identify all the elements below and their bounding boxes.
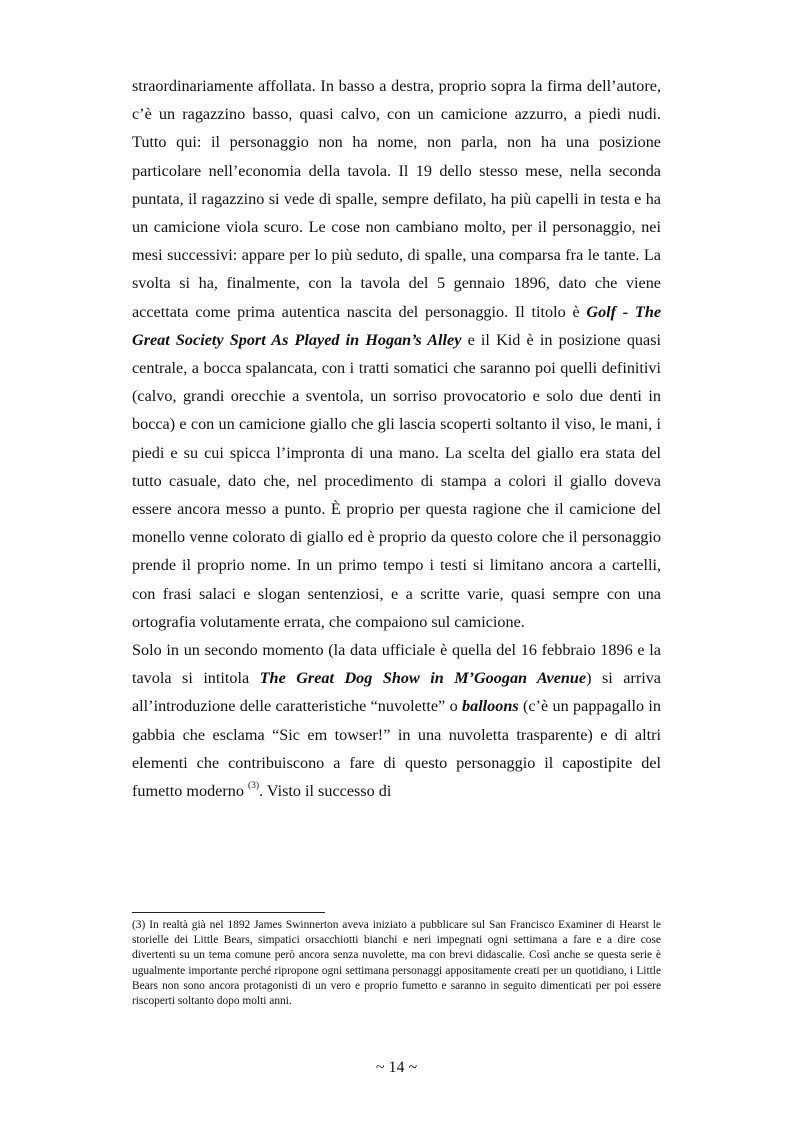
footnote-text: (3) In realtà già nel 1892 James Swinnerton aveva iniziato a pubblicare sul San Francisco Examiner di Hearst le storielle dei Little Bears, simpatici orsacchiotti bianchi e neri impegnati ogni settimana a fare e a dire cose divertenti su un tema comune però ancora senza nuvolette, ma con brevi didascalie. Così anche se questa serie è ugualmente importante perché ripropone ogni settimana personaggi appositamente creati per un quotidiano, i Little Bears non sono ancora protagonisti di un vero e proprio fumetto e saranno in seguito dimenticati per poi essere riscoperti soltanto dopo molti anni. [132,919,661,1008]
footnote-separator [132,912,325,913]
term-balloons: balloons [462,697,519,716]
text-run: (c’è un pappagallo in gabbia che esclama “Sic em towser!” in una nuvoletta trasparente) e di altri elementi che contribuiscono a fare di questo personaggio il capostipite del fumetto moderno [132,697,661,801]
comic-title-golf: Golf - The Great Society Sport As Played in Hogan’s Alley [132,302,662,349]
footnote [132,918,661,1009]
text-run: . Visto il successo di [259,782,392,801]
text-run: ) si arriva all’introduzione delle caratteristiche “nuvolette” o [132,669,661,716]
text-run: straordinariamente affollata. In basso a destra, proprio sopra la firma dell’autore, c’è un ragazzino basso, quasi calvo, con un camicione azzurro, a piedi nudi. Tutto qui: il personaggio non ha nome, non parla, non ha una posizione particolare nell’economia della tavola. Il 19 dello stesso mese, nella seconda puntata, il ragazzino si vede di spalle, sempre defilato, ha più capelli in testa e ha un camicione viola scuro. Le cose non cambiano molto, per il personaggio, nei mesi successivi: appare per lo più seduto, di spalle, una comparsa fra le tante. La svolta si ha, finalmente, con la tavola del 5 gennaio 1896, dato che viene accettata come prima autentica nascita del personaggio. Il titolo è [132,77,661,321]
paragraph-2 [132,636,661,805]
text-run: Solo in un secondo momento (la data ufficiale è quella del 16 febbraio 1896 e la tavola si intitola [132,641,661,688]
body-text [132,72,661,805]
comic-title-dog-show: The Great Dog Show in M’Googan Avenue [259,669,587,688]
page-number: ~ 14 ~ [375,1059,418,1076]
text-run: e il Kid è in posizione quasi centrale, a bocca spalancata, con i tratti somatici che saranno poi quelli definitivi (calvo, grandi orecchie a sventola, un sorriso provocatorio e solo due denti in bocca) e con un camicione giallo che gli lascia scoperti soltanto il viso, le mani, i piedi e su cui spicca l’impronta di una mano. La scelta del giallo era stata del tutto casuale, dato che, nel procedimento di stampa a colori il giallo doveva essere ancora messo a punto. È proprio per questa ragione che il camicione del monello venne colorato di giallo ed è proprio da questo colore che il personaggio prende il proprio nome. In un primo tempo i testi si limitano ancora a cartelli, con frasi salaci e slogan sentenziosi, e a scritte varie, quasi sempre con una ortografia volutamente errata, che compaiono sul camicione. [132,330,661,631]
paragraph-1 [132,72,661,636]
footnote-reference: (3) [247,781,260,792]
